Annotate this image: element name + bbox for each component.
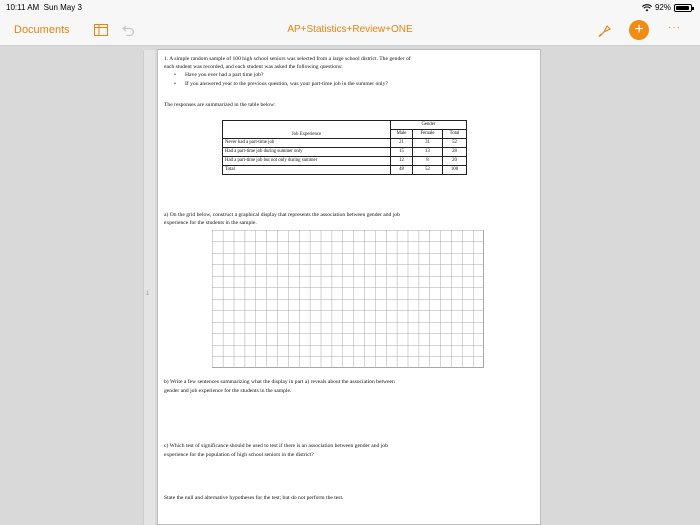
part-a-text-cont: experience for the students in the sample. <box>164 220 257 226</box>
row-label: Total <box>223 166 391 175</box>
table-row <box>223 157 467 166</box>
document-title: AP+Statistics+Review+ONE <box>287 24 413 35</box>
bullet-question-2: If you answered year to the previous question, was your part-time job in the summer only? <box>185 81 388 87</box>
more-button[interactable]: ··· <box>668 22 681 33</box>
bullet-marker: • <box>174 81 176 87</box>
col-header-female: Female <box>413 130 443 139</box>
status-bar <box>0 0 700 16</box>
cell-value: 28 <box>443 148 467 157</box>
documents-button[interactable]: Documents <box>14 24 70 36</box>
responses-table <box>222 120 467 175</box>
format-brush-icon[interactable] <box>598 24 612 38</box>
part-c-text: c) Which test of significance should be used to test if there is an association between gender and job <box>164 443 388 449</box>
cell-value: 52 <box>443 139 467 148</box>
sidebar-toggle-icon[interactable] <box>94 24 108 36</box>
cell-value: 100 <box>443 166 467 175</box>
cell-value: 12 <box>391 157 413 166</box>
question-1-text-cont: each student was recorded, and each student was asked the following questions: <box>164 64 343 70</box>
row-label: Had a part-time job during summer only <box>223 148 391 157</box>
table-row <box>223 139 467 148</box>
answer-grid <box>212 230 484 368</box>
document-page[interactable] <box>157 49 541 525</box>
undo-icon[interactable] <box>122 24 136 36</box>
bullet-question-1: Have you ever had a part time job? <box>185 72 264 78</box>
cell-value: 48 <box>391 166 413 175</box>
part-b-text-cont: gender and job experience for the students in the sample. <box>164 388 292 394</box>
battery-percent: 92% <box>654 3 671 12</box>
hypotheses-text: State the null and alternative hypotheses for the test; but do not perform the test. <box>164 495 344 501</box>
question-1-text: 1. A simple random sample of 100 high school seniors was selected from a large school district. The gender of <box>164 56 411 62</box>
status-time <box>6 3 82 12</box>
cell-value: 31 <box>413 139 443 148</box>
cell-value: 8 <box>413 157 443 166</box>
summary-intro: The responses are summarized in the table below: <box>164 102 276 108</box>
status-date: Sun May 3 <box>43 3 82 12</box>
wifi-icon <box>642 4 652 12</box>
bullet-marker: • <box>174 72 176 78</box>
toolbar <box>0 16 700 46</box>
status-time-text: 10:11 AM <box>6 3 40 12</box>
row-label: Had a part-time job but not only during summer <box>223 157 391 166</box>
page-thumbnail-rail[interactable] <box>143 50 155 525</box>
part-b-text: b) Write a few sentences summarizing what the display in part a) reveals about the association between <box>164 379 395 385</box>
part-c-text-cont: experience for the population of high school seniors in the district? <box>164 452 314 458</box>
cell-value: 52 <box>413 166 443 175</box>
col-header-male: Male <box>391 130 413 139</box>
table-row-total <box>223 166 467 175</box>
table-row <box>223 148 467 157</box>
cell-value: 15 <box>391 148 413 157</box>
job-experience-header: Job Experience <box>223 121 391 139</box>
page-number: 1 <box>146 291 150 297</box>
table-header-row <box>223 121 467 130</box>
cell-value: 13 <box>413 148 443 157</box>
cell-value: 20 <box>443 157 467 166</box>
status-right <box>642 3 692 12</box>
add-button[interactable]: + <box>629 20 649 40</box>
row-label: Never had a part-time job <box>223 139 391 148</box>
part-a-text: a) On the grid below, construct a graphical display that represents the association between gender and job <box>164 212 400 218</box>
col-header-total: Total <box>443 130 467 139</box>
battery-icon <box>674 4 692 12</box>
gender-header: Gender <box>391 121 467 130</box>
cell-value: 21 <box>391 139 413 148</box>
